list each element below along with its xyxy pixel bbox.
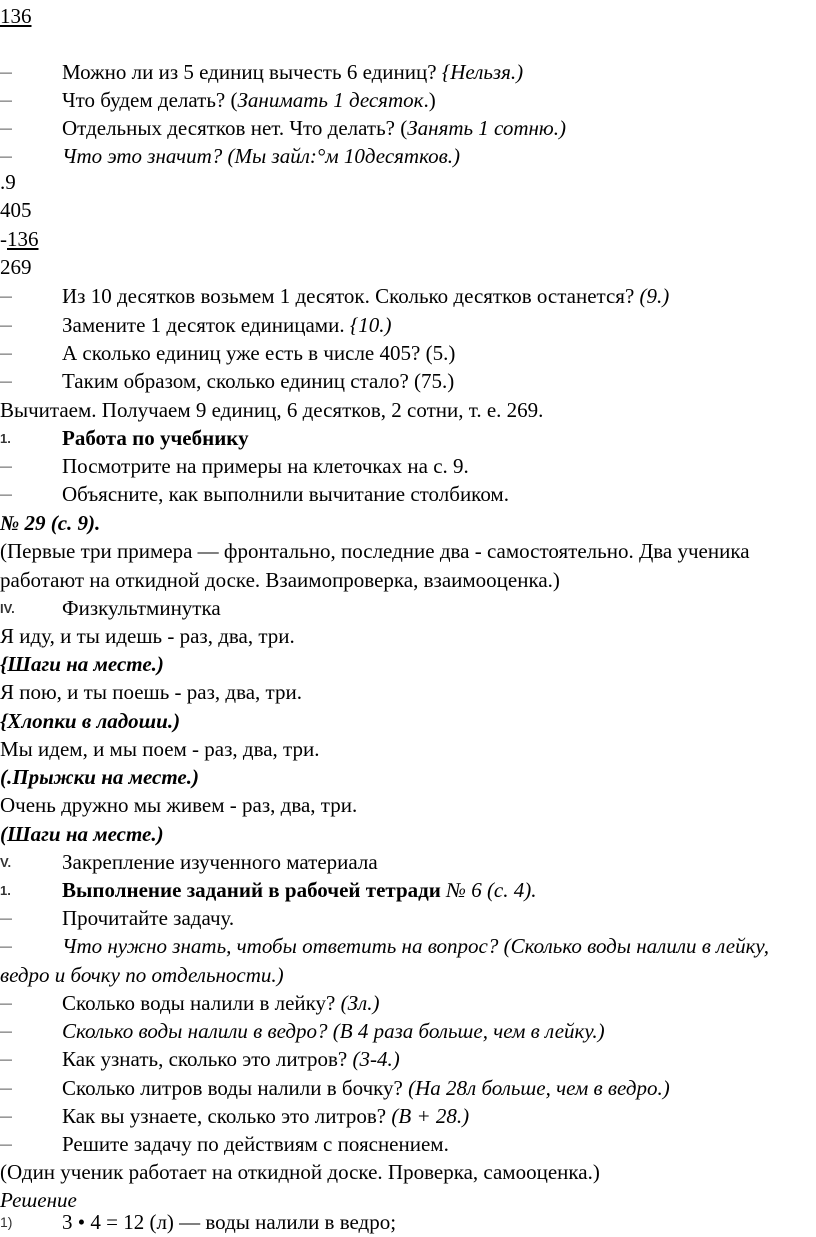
poem-line (0, 622, 295, 651)
question-text: Можно ли из 5 единиц вычесть 6 единиц? (62, 60, 442, 84)
dash-marker: — (0, 1109, 12, 1123)
instruction-text: Посмотрите на примеры на клеточках на с. 9. (62, 454, 469, 478)
dash-marker: — (0, 289, 12, 303)
borrow-mark-text: .9 (0, 170, 16, 194)
borrow-mark (0, 168, 16, 197)
instruction-text: Прочитайте задачу. (62, 906, 235, 930)
answer-text: Занимать 1 десяток (237, 88, 424, 112)
teacher-note (0, 1158, 600, 1187)
difference-text: 269 (0, 255, 32, 279)
question-text: Сколько воды налили в лейку? (62, 991, 341, 1015)
minuend (0, 196, 32, 225)
action-text: {Хлопки в ладоши.) (0, 709, 181, 733)
dash-marker: — (0, 121, 12, 135)
dash-marker: — (0, 911, 12, 925)
section-number: V. (0, 855, 12, 870)
instruction-text: Объясните, как выполнили вычитание столбиком. (62, 482, 509, 506)
answer-text: Что это значит? (Мы зайл:°м 10десятков.) (62, 144, 460, 168)
answer-text: (На 28л больше, чем в ведро.) (408, 1076, 670, 1100)
section-number: 1. (0, 431, 11, 446)
question-text: Сколько воды налили в ведро? (В 4 раза больше, чем в лейку.) (62, 1019, 605, 1043)
step-number: 1) (0, 1214, 13, 1230)
dash-marker: — (0, 939, 12, 953)
dash-marker: — (0, 487, 12, 501)
dash-marker: — (0, 459, 12, 473)
poem-action (0, 707, 180, 736)
section-title: Физкультминутка (62, 596, 221, 620)
answer-text: {10.) (349, 313, 392, 337)
teacher-note (0, 537, 800, 595)
poem-line (0, 678, 302, 707)
poem-text: Очень дружно мы живем - раз, два, три. (0, 793, 358, 817)
section-title: Работа по учебнику (62, 426, 249, 450)
subtrahend-text: 136 (7, 227, 39, 251)
question-text: А сколько единиц уже есть в числе 405? (5.) (62, 341, 456, 365)
poem-action (0, 763, 199, 792)
difference (0, 253, 32, 282)
poem-line (0, 791, 357, 820)
answer-text: {Нельзя.) (441, 60, 524, 84)
section-number: IV. (0, 601, 15, 616)
subsection-number: 1. (0, 883, 11, 898)
poem-action (0, 820, 164, 849)
summary-line (0, 396, 543, 425)
answer-text: (Зл.) (340, 991, 380, 1015)
dialogue-line (0, 932, 810, 990)
question-text: Таким образом, сколько единиц стало? (75.) (62, 369, 455, 393)
task-reference-text: № 29 (с. 9). (0, 511, 101, 535)
question-text: Замените 1 десяток единицами. (62, 313, 350, 337)
poem-text: Я иду, и ты идешь - раз, два, три. (0, 624, 295, 648)
summary-text: Вычитаем. Получаем 9 единиц, 6 десятков, 2 сотни, т. е. 269. (0, 398, 544, 422)
dash-marker: — (0, 996, 12, 1010)
subsection-title: Выполнение заданий в рабочей тетради (62, 878, 441, 902)
step-text: 3 • 4 = 12 (л) — воды налили в ведро; (62, 1210, 397, 1234)
question-tail: .) (423, 88, 436, 112)
task-reference (0, 509, 100, 538)
page-number (0, 2, 32, 31)
task-reference-text: № 6 (с. 4). (440, 878, 537, 902)
answer-text: (3-4.) (352, 1047, 400, 1071)
page-number-text: 136 (0, 4, 32, 28)
answer-text: Занять 1 сотню.) (407, 116, 566, 140)
poem-line (0, 735, 319, 764)
dash-marker: — (0, 149, 12, 163)
dash-marker: — (0, 1081, 12, 1095)
dash-marker: — (0, 1052, 12, 1066)
question-text: Как узнать, сколько это литров? (62, 1047, 353, 1071)
teacher-note-text: (Один ученик работает на откидной доске. Проверка, самооценка.) (0, 1160, 600, 1184)
action-text: {Шаги на месте.) (0, 652, 164, 676)
question-text: Из 10 десятков возьмем 1 десяток. Сколько десятков останется? (62, 284, 640, 308)
dash-marker: — (0, 1137, 12, 1151)
dash-marker: — (0, 374, 12, 388)
question-text: Как вы узнаете, сколько это литров? (62, 1104, 392, 1128)
dash-marker: — (0, 346, 12, 360)
question-text: Что будем делать? ( (62, 88, 238, 112)
action-text: (.Прыжки на месте.) (0, 765, 199, 789)
instruction-text: Решите задачу по действиям с пояснением. (62, 1132, 449, 1156)
dash-marker: — (0, 1024, 12, 1038)
action-text: (Шаги на месте.) (0, 822, 164, 846)
answer-text: (В + 28.) (391, 1104, 470, 1128)
poem-action (0, 650, 164, 679)
question-text: Что нужно знать, чтобы ответить на вопрос? (Сколько воды налили в лейку, ведро и бочку по отдельности.) (0, 934, 769, 987)
subtrahend (0, 225, 39, 254)
solution-label-text: Решение (0, 1188, 77, 1212)
section-title: Закрепление изученного материала (62, 850, 378, 874)
question-text: Сколько литров воды налили в бочку? (62, 1076, 409, 1100)
minus-sign: - (0, 227, 7, 251)
minuend-text: 405 (0, 198, 32, 222)
poem-text: Мы идем, и мы поем - раз, два, три. (0, 737, 320, 761)
answer-text: (9.) (639, 284, 670, 308)
dash-marker: — (0, 65, 12, 79)
dash-marker: — (0, 93, 12, 107)
question-text: Отдельных десятков нет. Что делать? ( (62, 116, 408, 140)
dash-marker: — (0, 318, 12, 332)
teacher-note-text: (Первые три примера — фронтально, последние два - самостоятельно. Два ученика работают на откидной доске. Взаимопроверка, взаимооценка.) (0, 539, 750, 592)
poem-text: Я пою, и ты поешь - раз, два, три. (0, 680, 302, 704)
